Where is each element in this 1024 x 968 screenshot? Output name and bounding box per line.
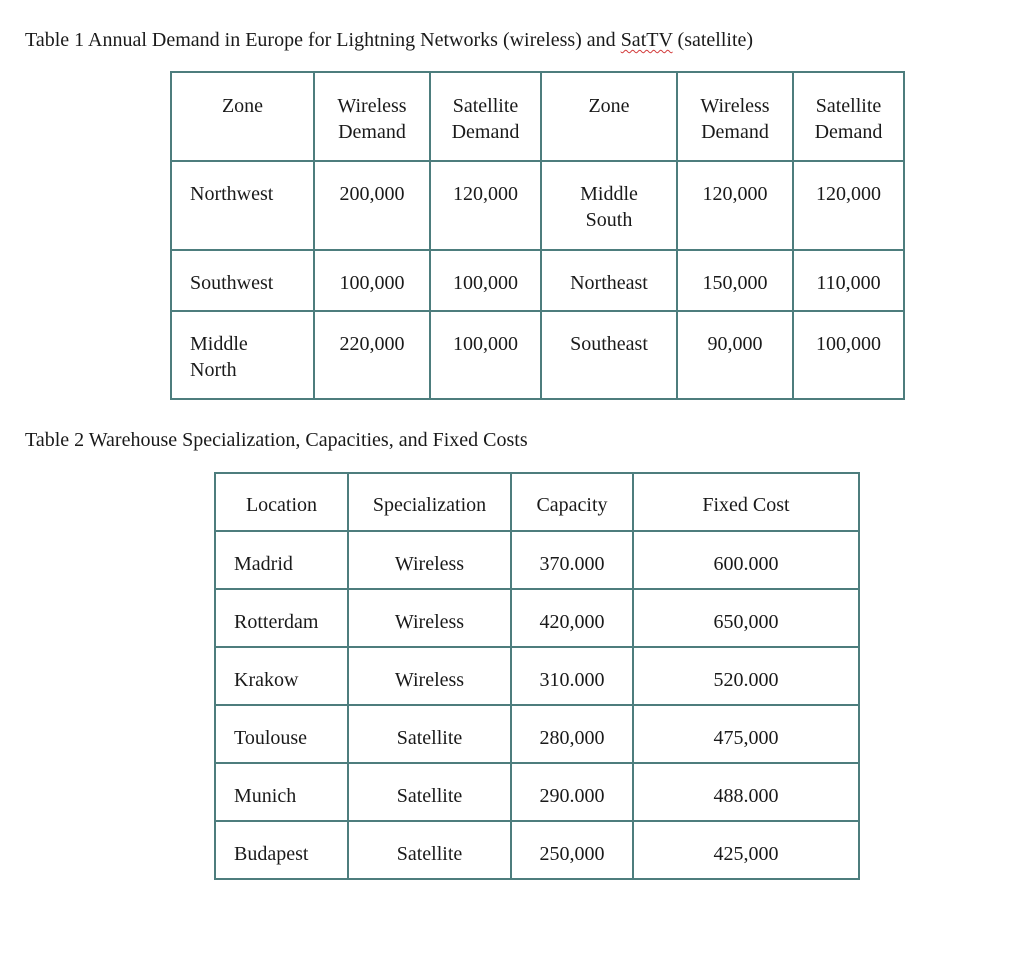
fixed-cost-cell: 425,000 — [633, 821, 859, 879]
demand-table-header-row — [171, 72, 904, 161]
demand-table — [170, 71, 905, 400]
satellite-demand-cell: 100,000 — [793, 311, 904, 399]
satellite-demand-cell: 120,000 — [793, 161, 904, 250]
header-zone: Zone — [541, 72, 677, 161]
header-satellite-demand: Satellite Demand — [793, 72, 904, 161]
wireless-demand-cell: 100,000 — [314, 250, 430, 311]
satellite-demand-cell: 110,000 — [793, 250, 904, 311]
satellite-demand-cell: 100,000 — [430, 311, 541, 399]
table-row — [171, 161, 904, 250]
zone-cell: Northeast — [541, 250, 677, 311]
warehouse-table-header-row — [215, 473, 859, 531]
fixed-cost-cell: 520.000 — [633, 647, 859, 705]
capacity-cell: 420,000 — [511, 589, 633, 647]
capacity-cell: 310.000 — [511, 647, 633, 705]
capacity-cell: 250,000 — [511, 821, 633, 879]
location-cell: Budapest — [215, 821, 348, 879]
zone-cell: Southwest — [171, 250, 314, 311]
header-location: Location — [215, 473, 348, 531]
location-cell: Munich — [215, 763, 348, 821]
zone-cell: Middle North — [171, 311, 314, 399]
specialization-cell: Wireless — [348, 531, 511, 589]
satellite-demand-cell: 100,000 — [430, 250, 541, 311]
header-wireless-demand: Wireless Demand — [677, 72, 793, 161]
header-wireless-demand: Wireless Demand — [314, 72, 430, 161]
table-1-caption-prefix: Table 1 Annual Demand in Europe for Lightning Networks (wireless) and — [25, 29, 621, 51]
fixed-cost-cell: 488.000 — [633, 763, 859, 821]
specialization-cell: Wireless — [348, 589, 511, 647]
specialization-cell: Satellite — [348, 763, 511, 821]
location-cell: Krakow — [215, 647, 348, 705]
fixed-cost-cell: 650,000 — [633, 589, 859, 647]
zone-cell: Southeast — [541, 311, 677, 399]
fixed-cost-cell: 600.000 — [633, 531, 859, 589]
spellcheck-flagged-word: SatTV — [620, 29, 673, 51]
header-satellite-demand: Satellite Demand — [430, 72, 541, 161]
header-specialization: Specialization — [348, 473, 511, 531]
zone-cell: Middle South — [541, 161, 677, 250]
fixed-cost-cell: 475,000 — [633, 705, 859, 763]
table-row — [215, 763, 859, 821]
table-row — [215, 821, 859, 879]
table-row — [171, 250, 904, 311]
wireless-demand-cell: 200,000 — [314, 161, 430, 250]
table-row — [215, 647, 859, 705]
specialization-cell: Wireless — [348, 647, 511, 705]
location-cell: Rotterdam — [215, 589, 348, 647]
header-capacity: Capacity — [511, 473, 633, 531]
specialization-cell: Satellite — [348, 705, 511, 763]
header-zone: Zone — [171, 72, 314, 161]
zone-cell: Northwest — [171, 161, 314, 250]
warehouse-table — [214, 472, 860, 880]
wireless-demand-cell: 220,000 — [314, 311, 430, 399]
capacity-cell: 290.000 — [511, 763, 633, 821]
table-1-caption — [25, 30, 753, 50]
table-1-caption-suffix: (satellite) — [672, 29, 754, 51]
capacity-cell: 280,000 — [511, 705, 633, 763]
location-cell: Toulouse — [215, 705, 348, 763]
table-row — [215, 531, 859, 589]
wireless-demand-cell: 90,000 — [677, 311, 793, 399]
satellite-demand-cell: 120,000 — [430, 161, 541, 250]
table-row — [215, 589, 859, 647]
wireless-demand-cell: 150,000 — [677, 250, 793, 311]
specialization-cell: Satellite — [348, 821, 511, 879]
table-row — [215, 705, 859, 763]
capacity-cell: 370.000 — [511, 531, 633, 589]
wireless-demand-cell: 120,000 — [677, 161, 793, 250]
location-cell: Madrid — [215, 531, 348, 589]
header-fixed-cost: Fixed Cost — [633, 473, 859, 531]
table-2-caption: Table 2 Warehouse Specialization, Capacities, and Fixed Costs — [25, 429, 528, 451]
table-row — [171, 311, 904, 399]
